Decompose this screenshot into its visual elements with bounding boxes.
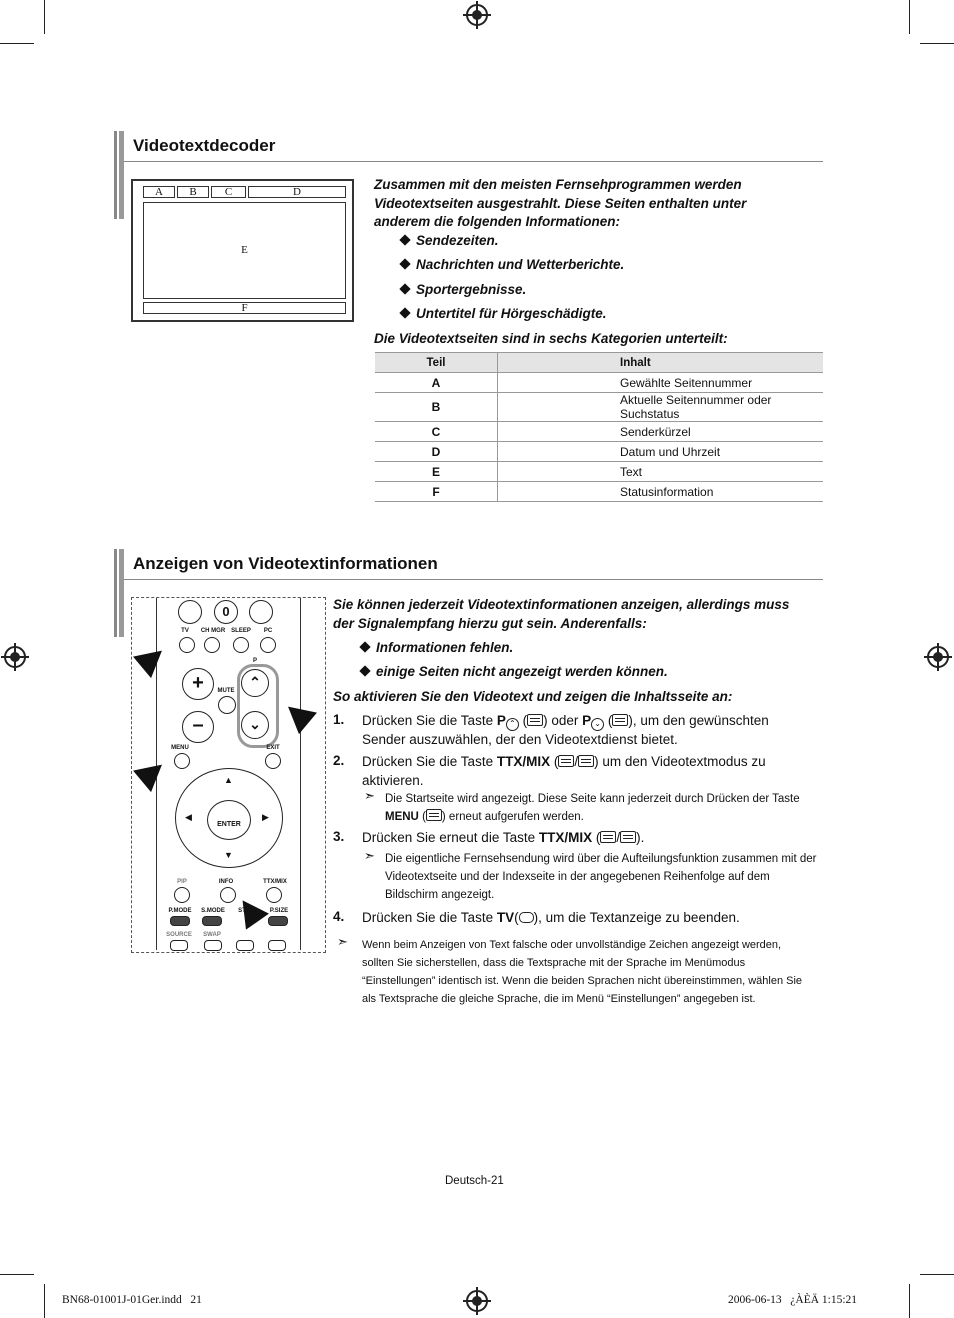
- swap-button: [204, 940, 222, 951]
- section-rule: [124, 579, 823, 580]
- crop-mark: [0, 1274, 34, 1275]
- tv-button: [179, 637, 195, 653]
- table-cell: A: [375, 373, 498, 393]
- channel-icon: [612, 714, 628, 726]
- arrow-down-icon: ▼: [224, 850, 233, 860]
- smode-button: [202, 916, 222, 926]
- section-rule: [124, 161, 823, 162]
- remote-button: [236, 940, 254, 951]
- crop-mark: [909, 0, 910, 34]
- bullet-item: Nachrichten und Wetterberichte.: [401, 257, 624, 272]
- diagram-label-e: E: [143, 202, 346, 299]
- enter-button: ENTER: [207, 800, 251, 840]
- sleep-button: [233, 637, 249, 653]
- step-note: Die eigentliche Fernsehsendung wird über die Aufteilungsfunktion zusammen mit der Videotextseite und der Indexseite in der angegebenen Reihenfolge auf dem Bildschirm angezeigt.: [385, 853, 817, 901]
- diagram-label-c: C: [211, 186, 246, 198]
- table-row: [375, 462, 823, 482]
- bullet-item: Sportergebnisse.: [401, 282, 526, 297]
- crop-mark: [0, 43, 34, 44]
- remote-button: [268, 940, 286, 951]
- source-button: [170, 940, 188, 951]
- source-label: SOURCE: [166, 932, 192, 938]
- mix-icon: [578, 755, 594, 767]
- table-header-cell: Inhalt: [498, 353, 824, 373]
- step-number: 4.: [333, 909, 345, 924]
- up-icon: ⌃: [506, 718, 519, 731]
- step-number: 1.: [333, 712, 345, 727]
- table-row: [375, 442, 823, 462]
- mix-icon: [620, 831, 636, 843]
- st-label: ST: [238, 908, 246, 914]
- exit-button: [265, 753, 281, 769]
- chmgr-label: CH MGR: [200, 628, 226, 634]
- bullet-item: Untertitel für Hörgeschädigte.: [401, 306, 607, 321]
- bullet-item: Informationen fehlen.: [361, 640, 513, 655]
- channel-up-button: ⌃: [241, 669, 269, 697]
- registration-mark-icon: [466, 1290, 488, 1312]
- file-slug: BN68-01001J-01Ger.indd 21: [62, 1294, 202, 1306]
- teletext-button: [249, 600, 273, 624]
- pmode-button: [170, 916, 190, 926]
- registration-mark-icon: [927, 646, 949, 668]
- arrow-left-icon: ◀: [185, 812, 192, 822]
- diagram-label-f: F: [143, 302, 346, 314]
- table-cell: Text: [498, 462, 824, 482]
- crop-mark: [44, 0, 45, 34]
- table-cell: Aktuelle Seitennummer oder Suchstatus: [498, 393, 824, 422]
- channel-icon: [527, 714, 543, 726]
- psize-label: P.SIZE: [269, 908, 289, 914]
- table-cell: E: [375, 462, 498, 482]
- note-arrow-icon: ➣: [337, 934, 348, 949]
- chmgr-button: [204, 637, 220, 653]
- category-table: [375, 352, 823, 502]
- crop-mark: [44, 1284, 45, 1318]
- table-cell: Senderkürzel: [498, 422, 824, 442]
- step-number: 2.: [333, 753, 345, 768]
- menu-button: [174, 753, 190, 769]
- crop-mark: [909, 1284, 910, 1318]
- note-arrow-icon: ➣: [364, 848, 375, 863]
- table-cell: Datum und Uhrzeit: [498, 442, 824, 462]
- categories-intro: Die Videotextseiten sind in sechs Kategorien unterteilt:: [374, 331, 728, 346]
- table-cell: Gewählte Seitennummer: [498, 373, 824, 393]
- tv-label: TV: [181, 628, 189, 634]
- diagram-label-d: D: [248, 186, 346, 198]
- sleep-label: SLEEP: [231, 628, 251, 634]
- remote-button: [178, 600, 202, 624]
- section1-intro: Zusammen mit den meisten Fernsehprogrammen werden Videotextseiten ausgestrahlt. Diese Seiten enthalten unter anderem die folgenden Informationen:: [374, 177, 747, 229]
- final-note: Wenn beim Anzeigen von Text falsche oder unvollständige Zeichen angezeigt werden, sollten Sie sicherstellen, dass die Textsprache mit der Sprache im Menümodus “Einstellungen” identisch ist. Wenn die beiden Sprachen nicht übereinstimmen, wählen Sie als Textsprache die gleiche Sprache, die im Menü “Einstellungen” angegeben ist.: [362, 939, 803, 1005]
- howto-intro: So aktivieren Sie den Videotext und zeigen die Inhaltsseite an:: [333, 689, 733, 704]
- step-text: Drücken Sie die Taste TV( ), um die Textanzeige zu beenden.: [362, 910, 740, 925]
- table-row: [375, 482, 823, 502]
- volume-up-button: +: [182, 668, 214, 700]
- table-cell: B: [375, 393, 498, 422]
- mute-label: MUTE: [217, 688, 235, 694]
- teletext-icon: [558, 755, 574, 767]
- table-header: [375, 353, 823, 373]
- section-title: Anzeigen von Videotextinformationen: [133, 554, 438, 573]
- table-cell: F: [375, 482, 498, 502]
- section-bar: [114, 131, 124, 219]
- bullet-item: einige Seiten nicht angezeigt werden können.: [361, 664, 668, 679]
- teletext-diagram: [131, 179, 354, 322]
- section2-intro: Sie können jederzeit Videotextinformationen anzeigen, allerdings muss der Signalempfang hierzu gut sein. Anderenfalls:: [333, 597, 790, 631]
- step-number: 3.: [333, 829, 345, 844]
- exit-label: EXIT: [266, 745, 280, 751]
- remote-illustration: [131, 597, 326, 953]
- p-label: P: [252, 658, 257, 664]
- menu-label: MENU: [171, 745, 189, 751]
- ttxmix-button: [266, 887, 282, 903]
- mute-button: [218, 696, 236, 714]
- swap-label: SWAP: [203, 932, 221, 938]
- table-row: [375, 393, 823, 422]
- smode-label: S.MODE: [201, 908, 225, 914]
- table-row: [375, 373, 823, 393]
- section-title: Videotextdecoder: [133, 136, 276, 155]
- step-text: Drücken Sie die Taste TTX/MIX ( / ) um den Videotextmodus zu aktivieren.: [362, 754, 766, 788]
- table-row: [375, 422, 823, 442]
- info-label: INFO: [218, 879, 234, 885]
- page-number: Deutsch-21: [445, 1175, 504, 1187]
- table-cell: C: [375, 422, 498, 442]
- pc-label: PC: [263, 628, 273, 634]
- step-text: Drücken Sie erneut die Taste TTX/MIX ( / ).: [362, 830, 645, 845]
- ttxmix-label: TTX/MIX: [263, 879, 287, 885]
- table-header-cell: Teil: [375, 353, 498, 373]
- note-arrow-icon: ➣: [364, 788, 375, 803]
- pip-button: [174, 887, 190, 903]
- table-cell: D: [375, 442, 498, 462]
- bullet-item: Sendezeiten.: [401, 233, 499, 248]
- section-bar: [114, 549, 124, 637]
- channel-down-button: ⌄: [241, 711, 269, 739]
- psize-button: [268, 916, 288, 926]
- pip-label: PIP: [177, 879, 187, 885]
- table-cell: Statusinformation: [498, 482, 824, 502]
- teletext-icon: [600, 831, 616, 843]
- down-icon: ⌄: [591, 718, 604, 731]
- registration-mark-icon: [466, 4, 488, 26]
- zero-button: 0: [214, 600, 238, 624]
- tv-icon: [519, 912, 534, 923]
- pc-button: [260, 637, 276, 653]
- date-slug: 2006-06-13 ¿ÀÈÄ 1:15:21: [728, 1294, 858, 1306]
- step-text: Drücken Sie die Taste P ⌃ ( ) oder P ⌄ ( ), um den gewünschten Sender auszuwählen, der den Videotextdienst bietet.: [362, 713, 769, 747]
- diagram-label-b: B: [177, 186, 209, 198]
- step-note: Die Startseite wird angezeigt. Diese Seite kann jederzeit durch Drücken der Taste MENU ( ) erneut aufgerufen werden.: [385, 793, 800, 823]
- arrow-right-icon: ▶: [262, 812, 269, 822]
- crop-mark: [920, 43, 954, 44]
- arrow-up-icon: ▲: [224, 775, 233, 785]
- info-button: [220, 887, 236, 903]
- pmode-label: P.MODE: [168, 908, 192, 914]
- diagram-label-a: A: [143, 186, 175, 198]
- registration-mark-icon: [4, 646, 26, 668]
- menu-icon: [426, 809, 442, 821]
- volume-down-button: –: [182, 711, 214, 743]
- crop-mark: [920, 1274, 954, 1275]
